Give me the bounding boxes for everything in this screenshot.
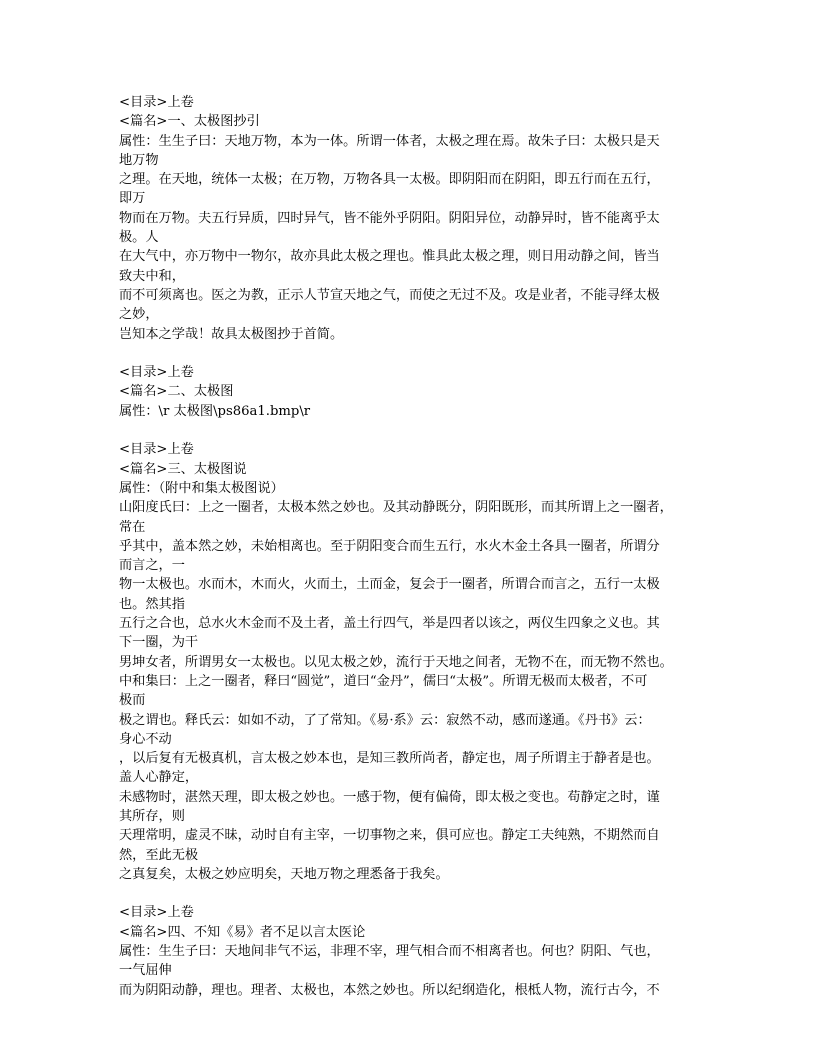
text-line: 地万物 bbox=[119, 152, 159, 168]
text-line: 之妙， bbox=[119, 307, 159, 323]
text-line: 属性：生生子曰：天地间非气不运，非理不宰，理气相合而不相离者也。何也？阴阳、气也， bbox=[119, 944, 660, 960]
text-line: <篇名>一、太极图抄引 bbox=[119, 114, 260, 130]
blank-line bbox=[119, 884, 699, 903]
text-line: 然，至此无极 bbox=[119, 847, 199, 863]
text-line: <目录>上卷 bbox=[119, 905, 194, 921]
document-body bbox=[119, 93, 699, 1000]
text-line: 乎其中，盖本然之妙，未始相离也。至于阴阳变合而生五行，水火木金土各具一圈者，所谓分 bbox=[119, 538, 660, 554]
text-line: <篇名>四、不知《易》者不足以言太医论 bbox=[119, 924, 366, 940]
text-line: 之理。在天地，统体一太极；在万物，万物各具一太极。即阴阳而在阴阳，即五行而在五行， bbox=[119, 172, 660, 188]
text-line: 其所存，则 bbox=[119, 808, 185, 824]
text-line: 属性：生生子曰：天地万物，本为一体。所谓一体者，太极之理在焉。故朱子曰：太极只是天 bbox=[119, 133, 660, 149]
text-line: 之真复矣，太极之妙应明矣，天地万物之理悉备于我矣。 bbox=[119, 866, 449, 882]
text-line: 身心不动 bbox=[119, 731, 172, 747]
text-line: 男坤女者，所谓男女一太极也。以见太极之妙，流行于天地之间者，无物不在，而无物不然也。 bbox=[119, 654, 673, 670]
blank-line bbox=[119, 421, 699, 440]
text-line: 极。人 bbox=[119, 230, 159, 246]
text-line: 岂知本之学哉！故具太极图抄于首简。 bbox=[119, 326, 344, 342]
text-line: 极之谓也。释氏云：如如不动，了了常知。《易·系》云：寂然不动，感而遂通。《丹书》云： bbox=[119, 712, 651, 728]
text-line: 一气屈伸 bbox=[119, 963, 172, 979]
text-line: 盖人心静定， bbox=[119, 770, 199, 786]
text-line: 山阳度氏曰：上之一圈者，太极本然之妙也。及其动静既分，阴阳既形，而其所谓上之一圈者， bbox=[119, 500, 673, 516]
blank-line bbox=[119, 344, 699, 363]
text-line: 在大气中，亦万物中一物尔，故亦具此太极之理也。惟具此太极之理，则日用动静之间，皆当 bbox=[119, 249, 660, 265]
text-line: <篇名>二、太极图 bbox=[119, 384, 234, 400]
text-line: 中和集曰：上之一圈者，释曰“圆觉”，道曰“金丹”，儒曰“太极”。所谓无极而太极者，不可 bbox=[119, 673, 648, 689]
text-line: ，以后复有无极真机，言太极之妙本也，是知三教所尚者，静定也，周子所谓主于静者是也。 bbox=[119, 751, 660, 767]
text-line: 天理常明，虚灵不昧，动时自有主宰，一切事物之来，俱可应也。静定工夫纯熟，不期然而自 bbox=[119, 828, 660, 844]
text-line: <篇名>三、太极图说 bbox=[119, 461, 247, 477]
text-line: 未感物时，湛然天理，即太极之妙也。一感于物，便有偏倚，即太极之变也。苟静定之时，谨 bbox=[119, 789, 660, 805]
text-line: 而不可须离也。医之为教，正示人节宣天地之气，而使之无过不及。攻是业者，不能寻绎太极 bbox=[119, 287, 660, 303]
text-line: 属性：（附中和集太极图说） bbox=[119, 480, 284, 496]
text-line: 致夫中和， bbox=[119, 268, 185, 284]
text-line: 下一圈，为干 bbox=[119, 635, 199, 651]
text-line: 极而 bbox=[119, 693, 146, 709]
text-line: 五行之合也，总水火木金而不及土者，盖土行四气，举是四者以该之，两仪生四象之义也。其 bbox=[119, 616, 660, 632]
text-line: <目录>上卷 bbox=[119, 442, 194, 458]
text-line: 而言之，一 bbox=[119, 558, 185, 574]
text-line: 物而在万物。夫五行异质，四时异气，皆不能外乎阴阳。阴阳异位，动静异时，皆不能离乎太 bbox=[119, 210, 660, 226]
text-line: <目录>上卷 bbox=[119, 365, 194, 381]
text-line: 物一太极也。水而木，木而火，火而土，土而金，复会于一圈者，所谓合而言之，五行一太极 bbox=[119, 577, 660, 593]
text-line: <目录>上卷 bbox=[119, 95, 194, 110]
text-line: 也。然其指 bbox=[119, 596, 185, 612]
text-line: 而为阴阳动静，理也。理者、太极也，本然之妙也。所以纪纲造化，根柢人物，流行古今，不 bbox=[119, 982, 660, 998]
text-line: 即万 bbox=[119, 191, 146, 207]
text-line: 常在 bbox=[119, 519, 146, 535]
text-line: 属性：\r 太极图\ps86a1.bmp\r bbox=[119, 403, 311, 419]
